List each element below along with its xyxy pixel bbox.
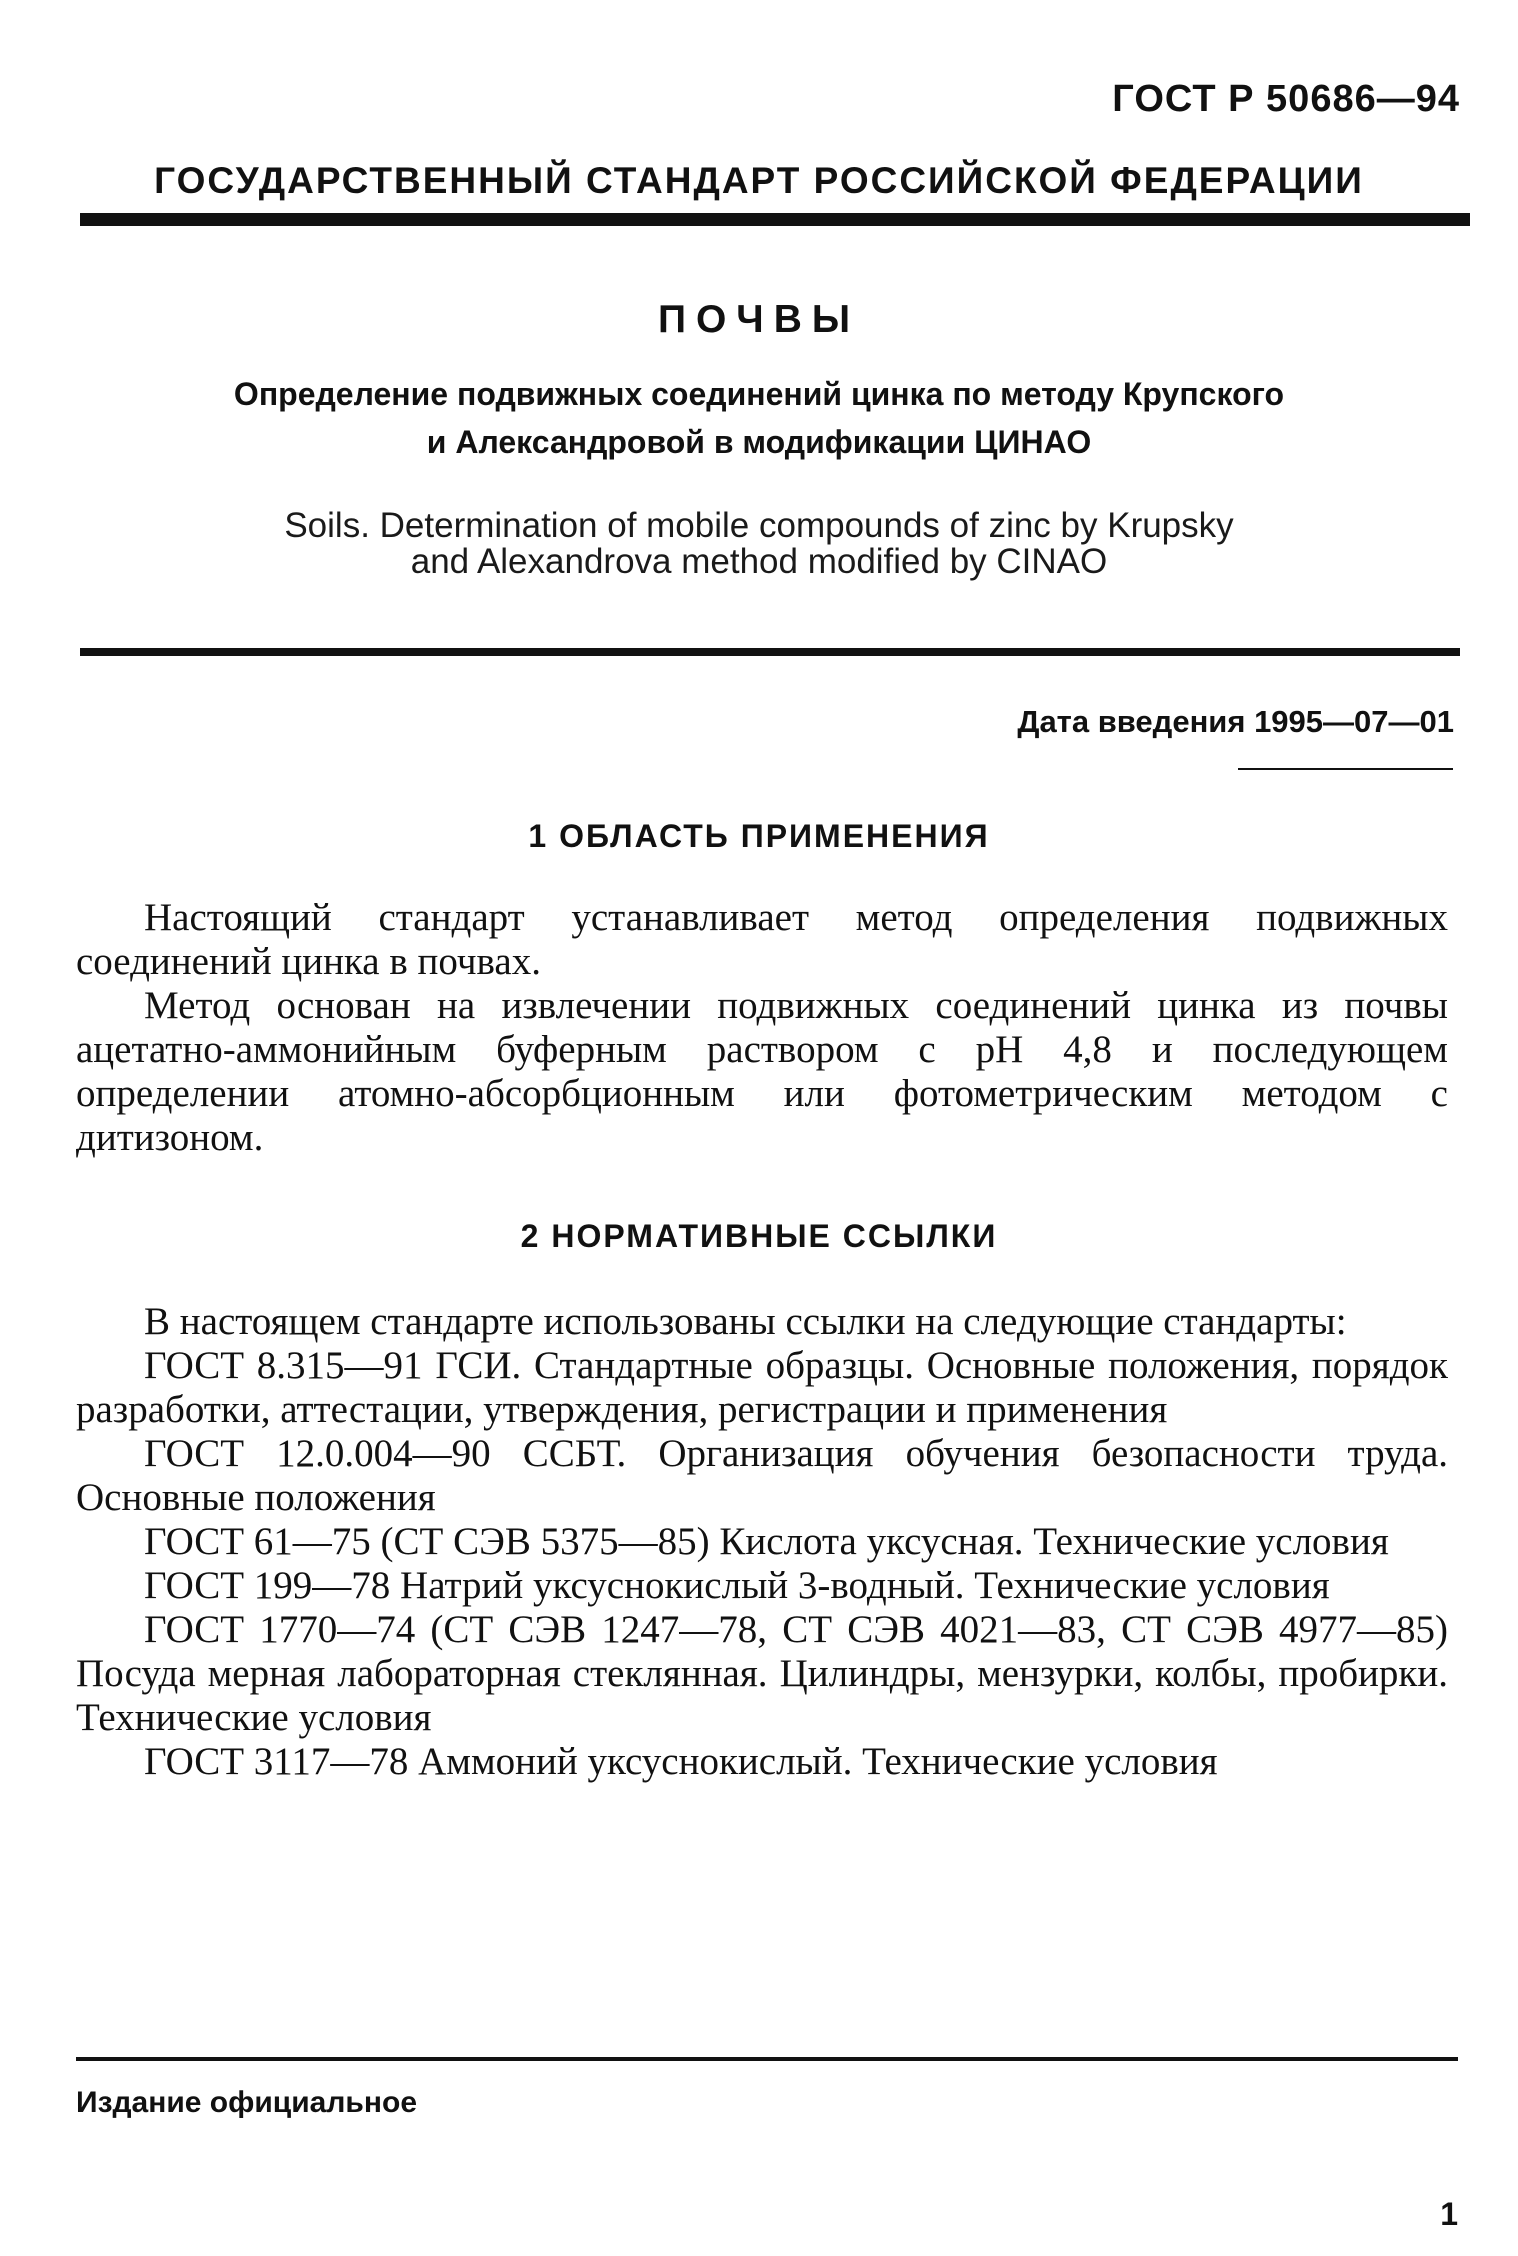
- reference-item: ГОСТ 12.0.004—90 ССБТ. Организация обучения безопасности труда. Основные положения: [76, 1432, 1448, 1519]
- title-rule: [80, 648, 1460, 656]
- reference-item: ГОСТ 1770—74 (СТ СЭВ 1247—78, СТ СЭВ 4021—83, СТ СЭВ 4977—85) Посуда мерная лабораторная стеклянная. Цилиндры, мензурки, колбы, пробирки. Технические условия: [76, 1608, 1448, 1739]
- paragraph: Настоящий стандарт устанавливает метод определения подвижных соединений цинка в почвах.: [76, 896, 1448, 983]
- page-number: 1: [1440, 2196, 1458, 2232]
- english-subtitle-line-1: Soils. Determination of mobile compounds of zinc by Krupsky: [284, 506, 1234, 545]
- reference-item: ГОСТ 3117—78 Аммоний уксуснокислый. Технические условия: [144, 1740, 1218, 1783]
- introduction-date: Дата введения 1995—07—01: [1017, 704, 1454, 739]
- section-body-references: [76, 1300, 1448, 1784]
- header-rule: [80, 213, 1470, 226]
- paragraph: Метод основан на извлечении подвижных соединений цинка из почвы ацетатно-аммонийным буферным раствором с pH 4,8 и последующем определении атомно-абсорбционным или фотометрическим методом с дитизоном.: [76, 984, 1448, 1159]
- section-body-scope: [76, 896, 1448, 1160]
- date-underline: [1238, 768, 1453, 770]
- document-number: ГОСТ Р 50686—94: [1112, 78, 1460, 120]
- paragraph: В настоящем стандарте использованы ссылки на следующие стандарты:: [144, 1300, 1347, 1343]
- russian-subtitle-line-2: и Александровой в модификации ЦИНАО: [426, 424, 1092, 460]
- section-heading-scope: 1 ОБЛАСТЬ ПРИМЕНЕНИЯ: [528, 818, 990, 854]
- russian-subtitle-line-1: Определение подвижных соединений цинка по методу Крупского: [233, 376, 1285, 412]
- document-title: ПОЧВЫ: [657, 298, 861, 341]
- reference-item: ГОСТ 61—75 (СТ СЭВ 5375—85) Кислота уксусная. Технические условия: [144, 1520, 1389, 1563]
- footer-rule: [76, 2057, 1458, 2061]
- reference-item: ГОСТ 199—78 Натрий уксуснокислый 3-водный. Технические условия: [144, 1564, 1330, 1607]
- edition-note: Издание официальное: [76, 2086, 418, 2119]
- reference-item: ГОСТ 8.315—91 ГСИ. Стандартные образцы. Основные положения, порядок разработки, аттестации, утверждения, регистрации и применения: [76, 1344, 1448, 1431]
- state-standard-title: ГОСУДАРСТВЕННЫЙ СТАНДАРТ РОССИЙСКОЙ ФЕДЕРАЦИИ: [154, 160, 1364, 201]
- section-heading-references: 2 НОРМАТИВНЫЕ ССЫЛКИ: [520, 1218, 998, 1254]
- english-subtitle-line-2: and Alexandrova method modified by CINAO: [410, 542, 1108, 581]
